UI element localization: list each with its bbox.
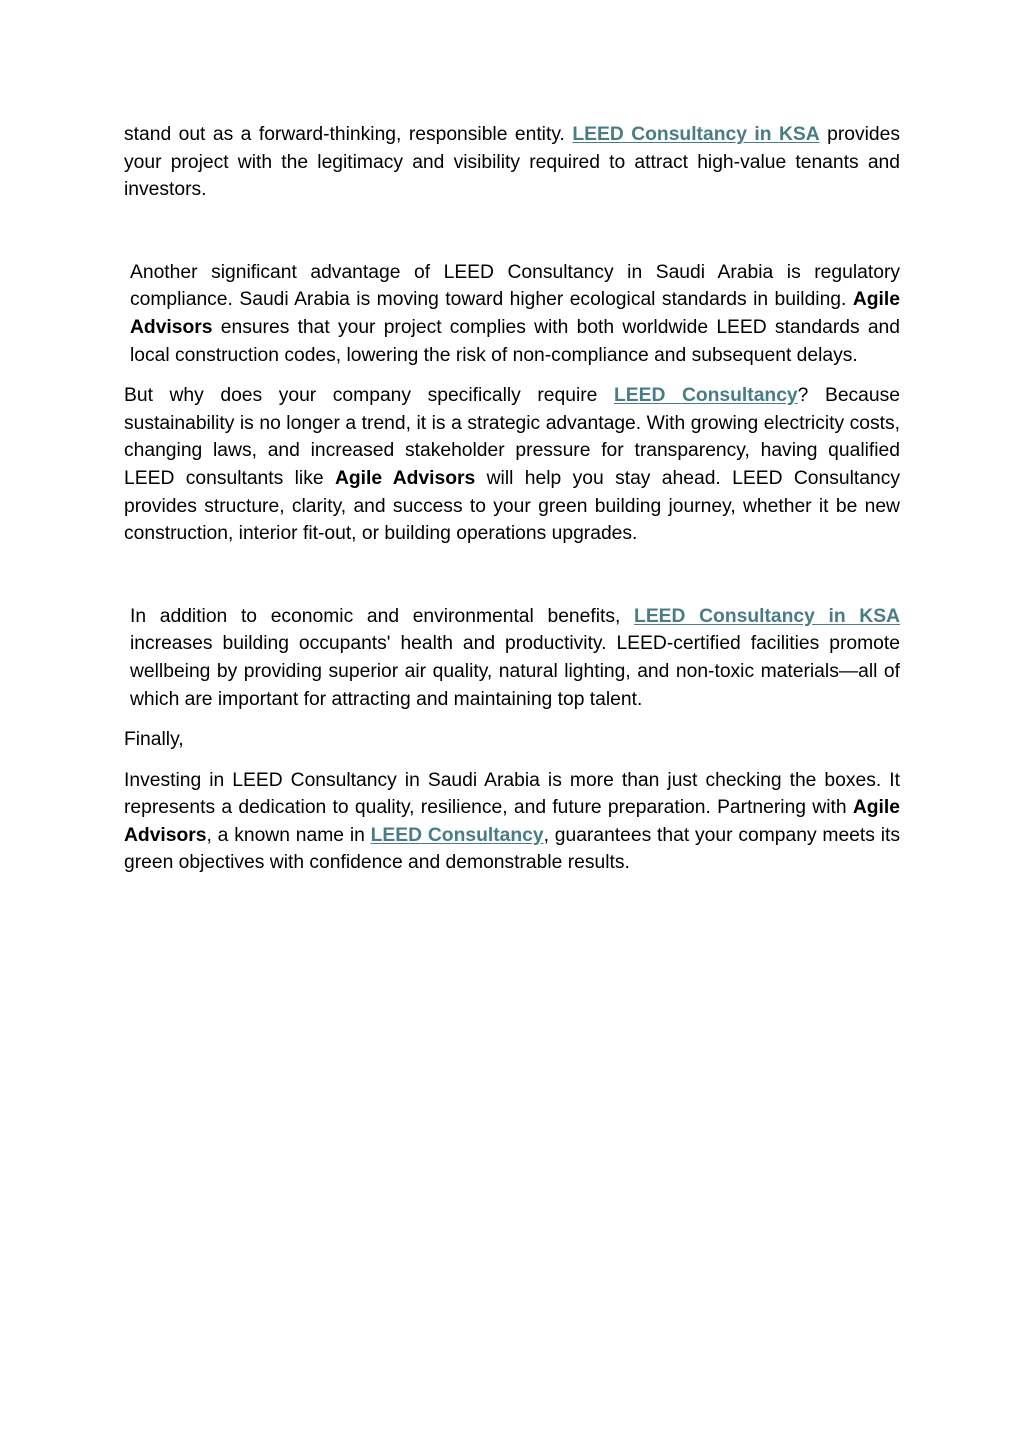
paragraph-2-text-1: Another significant advantage of LEED Consultancy in Saudi Arabia is regulatory compliance. Saudi Arabia is moving toward higher ecological standards in building. [130, 261, 900, 311]
paragraph-3-text-3: will help you stay ahead. LEED Consultancy provides structure, clarity, and success to your green building journey, whether it be new construction, interior fit-out, or building operations upgrades. [124, 467, 900, 545]
link-leed-consultancy-in-ksa[interactable]: LEED Consultancy in KSA [572, 124, 820, 145]
paragraph-1-text-2: provides your project with the legitimacy and visibility required to attract high-value tenants and investors. [124, 124, 900, 201]
paragraph-1-text-1: stand out as a forward-thinking, responsible entity. [124, 124, 573, 145]
document-page [124, 121, 900, 877]
paragraph-4 [124, 603, 900, 713]
paragraph-2 [124, 259, 900, 369]
paragraph-5 [124, 726, 900, 754]
paragraph-6-text-2: , a known name in [206, 824, 371, 846]
agile-advisors-bold: Agile Advisors [124, 797, 900, 846]
agile-advisors-bold: Agile Advisors [334, 467, 476, 489]
paragraph-5-text-1: Finally, [124, 729, 184, 751]
link-leed-consultancy[interactable]: LEED Consultancy [370, 824, 544, 846]
paragraph-4-text-2: increases building occupants' health and productivity. LEED-certified facilities promote wellbeing by providing superior air quality, natural lighting, and non-toxic materials—all of which are important for attracting and maintaining top talent. [130, 633, 900, 710]
paragraph-6-text-3: , guarantees that your company meets its green objectives with confidence and demonstrable results. [124, 824, 900, 874]
link-leed-consultancy[interactable]: LEED Consultancy [613, 385, 798, 407]
paragraph-2-text-2: ensures that your project complies with both worldwide LEED standards and local construction codes, lowering the risk of non-compliance and subsequent delays. [130, 316, 900, 366]
paragraph-6-text-1: Investing in LEED Consultancy in Saudi Arabia is more than just checking the boxes. It represents a dedication to quality, resilience, and future preparation. Partnering with [124, 769, 900, 819]
paragraph-1 [124, 121, 900, 204]
paragraph-6 [124, 767, 900, 877]
link-leed-consultancy-in-ksa[interactable]: LEED Consultancy in KSA [634, 605, 901, 627]
paragraph-4-text-1: In addition to economic and environmental benefits, [130, 605, 635, 627]
paragraph-3-text-1: But why does your company specifically require [124, 385, 614, 407]
paragraph-3-text-2: ? Because sustainability is no longer a trend, it is a strategic advantage. With growing electricity costs, changing laws, and increased stakeholder pressure for transparency, having qualified LEED consultants like [124, 385, 900, 489]
paragraph-3 [124, 382, 900, 548]
agile-advisors-bold: Agile Advisors [130, 289, 900, 338]
